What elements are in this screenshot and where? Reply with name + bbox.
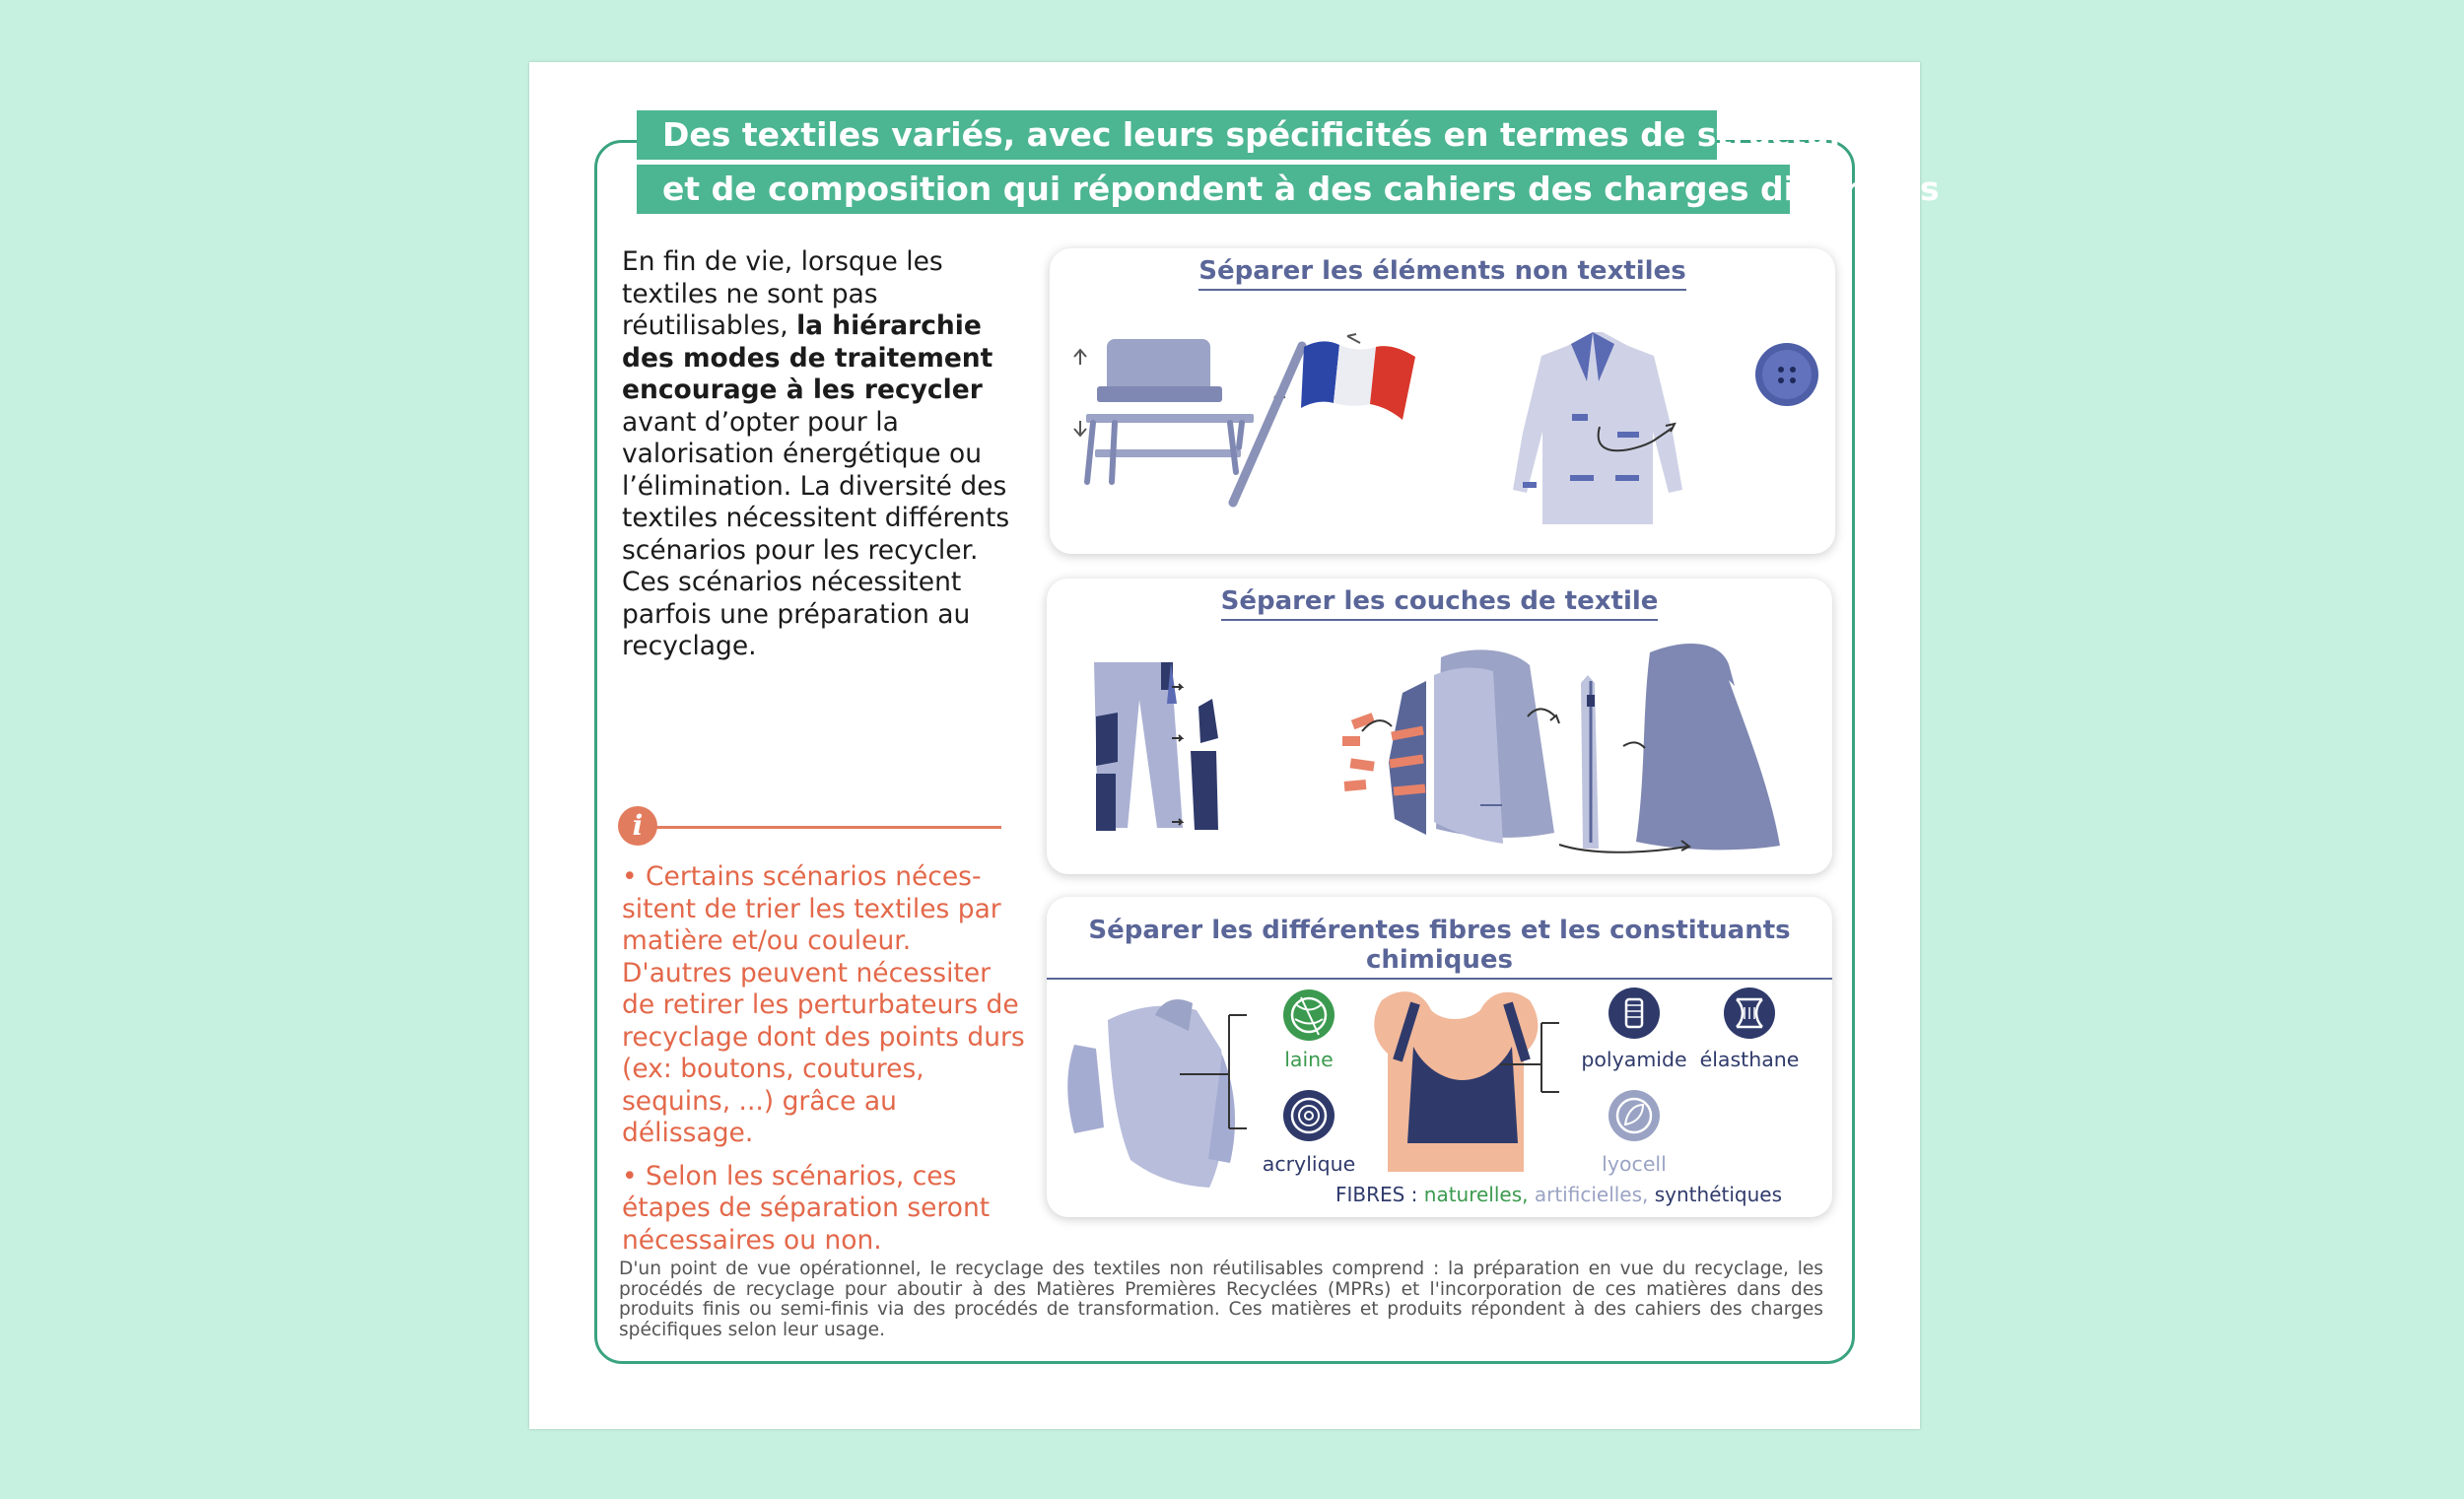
polyamide-icon bbox=[1608, 988, 1660, 1039]
label-polyamide: polyamide bbox=[1581, 1048, 1687, 1071]
label-elasthane: élasthane bbox=[1699, 1048, 1800, 1071]
coat-icon bbox=[1513, 332, 1682, 524]
title-line-2: et de composition qui répondent à des cahiers des charges différents bbox=[637, 165, 1790, 214]
title-line-1: Des textiles variés, avec leurs spécificités en termes de structure bbox=[637, 110, 1717, 160]
lyocell-icon bbox=[1608, 1090, 1660, 1141]
trousers-icon bbox=[1094, 662, 1218, 831]
acrylic-icon bbox=[1283, 1090, 1335, 1141]
panel-textile-layers bbox=[1047, 579, 1832, 874]
label-lyocell: lyocell bbox=[1602, 1152, 1667, 1176]
intro-part1: En fin de vie, lorsque les textiles ne sont pas réutilisables, bbox=[622, 246, 943, 341]
info-icon: i bbox=[618, 806, 657, 846]
button-icon bbox=[1755, 343, 1818, 406]
elastane-icon bbox=[1724, 988, 1775, 1039]
panel-1-title: Séparer les éléments non textiles bbox=[1050, 256, 1835, 291]
info-divider bbox=[650, 826, 1001, 829]
intro-text bbox=[622, 246, 1016, 663]
info-bullets bbox=[622, 861, 1026, 1267]
jacket-icon bbox=[1389, 649, 1559, 844]
info-bullet-2: • Selon les scénarios, ces étapes de séparation seront nécessaires ou non. bbox=[622, 1160, 991, 1256]
fibres-legend: FIBRES : naturelles, artificielles, synthétiques bbox=[1335, 1183, 1782, 1206]
legend-prefix: FIBRES : bbox=[1335, 1183, 1424, 1206]
panel-2-illustrations bbox=[1047, 579, 1832, 874]
panel-1-illustrations bbox=[1050, 248, 1835, 554]
footnote: D'un point de vue opérationnel, le recyclage des textiles non réutilisables comprend : la préparation en vue du recyclage, les procédés de recyclage pour aboutir à des Matières Premières Recyclées (MPRs) et l'incorporation de ces matières dans des produits finis ou semi-finis via des procédés de transformation. Ces matières et produits répondent à des cahiers des charges spécifiques selon leur usage. bbox=[619, 1259, 1823, 1340]
zipper-icon bbox=[1581, 675, 1599, 849]
panel-3-illustrations bbox=[1047, 897, 1832, 1217]
flag-icon bbox=[1233, 334, 1415, 503]
panel-fibres-chemicals bbox=[1047, 897, 1832, 1217]
wool-icon bbox=[1283, 989, 1335, 1041]
reflective-tape-icon bbox=[1342, 713, 1392, 791]
panel-2-title: Séparer les couches de textile bbox=[1047, 586, 1832, 621]
sports-bra-icon bbox=[1374, 991, 1538, 1172]
info-bullet-1: • Certains scénarios néces-sitent de trier les textiles par matière et/ou couleur. D'autres peuvent nécessiter de retirer les perturbateurs de recyclage dont des points durs (ex: boutons, coutures, sequins, ...) grâce au délissage. bbox=[622, 861, 1025, 1148]
label-laine: laine bbox=[1284, 1048, 1334, 1071]
bench-icon bbox=[1074, 339, 1254, 482]
panel-3-title: Séparer les différentes fibres et les constituants chimiques bbox=[1047, 916, 1832, 980]
legend-artificielles: artificielles bbox=[1534, 1183, 1643, 1206]
intro-bold: la hiérarchie des modes de traitement encourage à les recycler bbox=[622, 310, 993, 405]
legend-naturelles: naturelles bbox=[1423, 1183, 1523, 1206]
legend-synthetiques: synthétiques bbox=[1654, 1183, 1782, 1206]
intro-part2: avant d’opter pour la valorisation énergétique ou l’élimination. La diversité des textiles nécessitent différents scénarios pour les recycler. Ces scénarios nécessitent parfois une préparation au recyclage. bbox=[622, 406, 1010, 661]
sweater-icon bbox=[1067, 999, 1235, 1188]
panel-non-textile-elements bbox=[1050, 248, 1835, 554]
label-acrylique: acrylique bbox=[1262, 1152, 1356, 1176]
